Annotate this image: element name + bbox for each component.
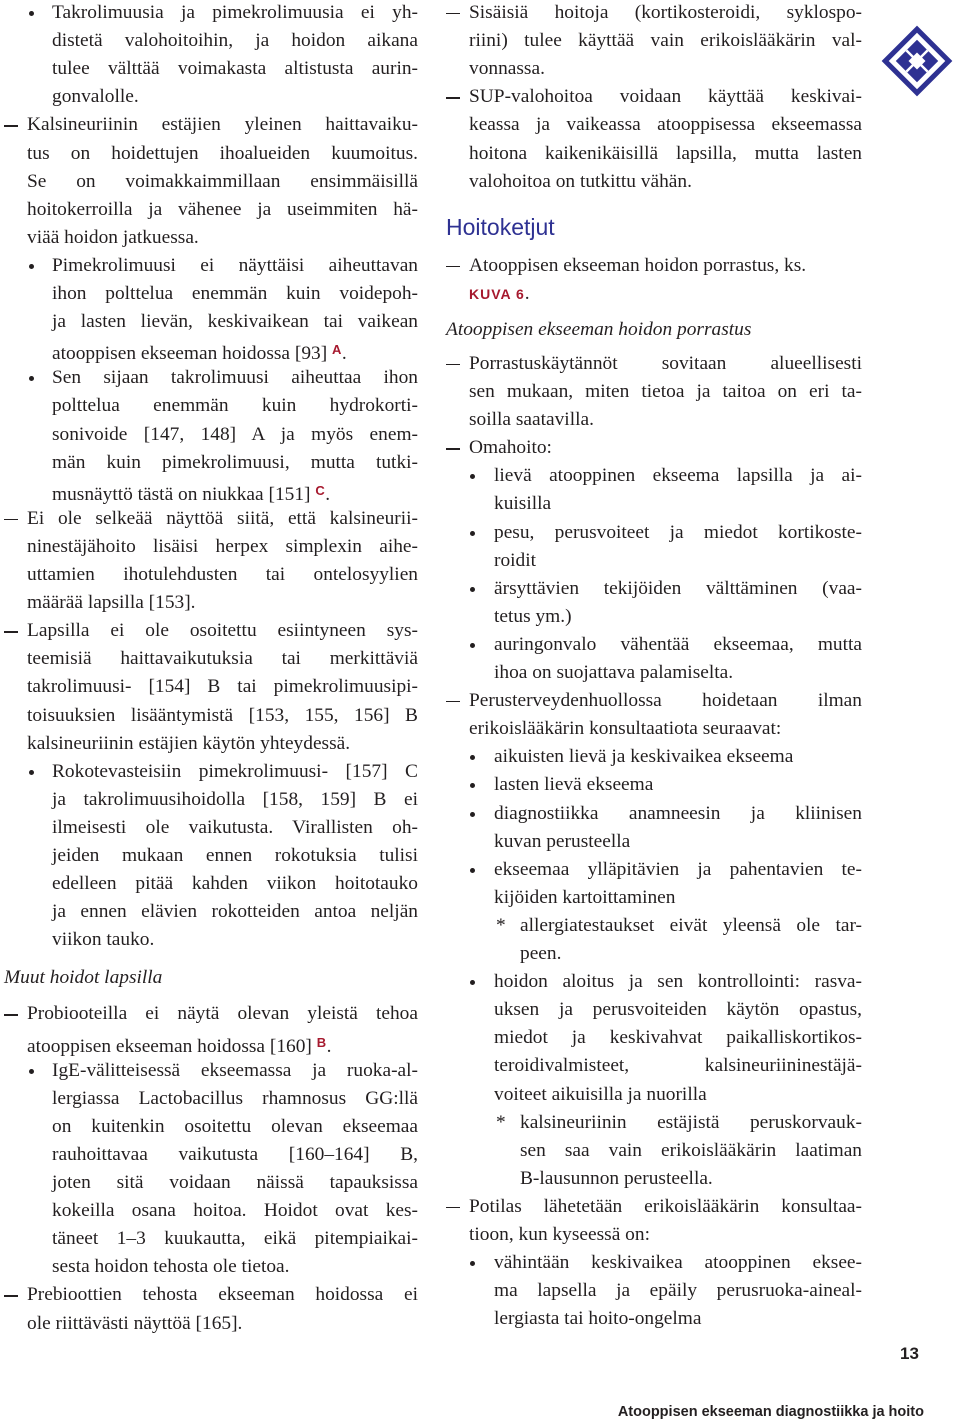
- line-text: on kuitenkin osoitettu olevan ekseemaa: [52, 1115, 418, 1137]
- text-line: [4, 1085, 418, 1113]
- text-line: [4, 1253, 418, 1281]
- text-line: [446, 575, 862, 603]
- line-text: Probiooteilla ei näytä olevan yleistä tehoa: [27, 1003, 418, 1025]
- line-text: B-lausunnon perusteella.: [520, 1167, 713, 1189]
- line-text: ole riittävästi näyttöä [165].: [27, 1312, 243, 1334]
- line-text: tus on hoidettujen ihoalueiden kuumoitus.: [27, 142, 418, 164]
- line-text: lergiasta tai hoito-ongelma: [494, 1308, 702, 1330]
- text-line: [4, 336, 418, 364]
- line-text: sonivoide [147, 148] A ja myös enem-: [52, 423, 418, 445]
- text-line: [4, 842, 418, 870]
- text-line: [446, 1081, 862, 1109]
- line-text: kuisilla: [494, 493, 552, 515]
- line-text: täneet 1–3 kuukautta, eikä pitempiaikai-: [52, 1228, 418, 1250]
- line-text: jeiden mukaan ennen rokotuksia tulisi: [52, 845, 418, 866]
- line-text: lasten lievä ekseema: [494, 774, 654, 796]
- text-line: [446, 462, 862, 490]
- text-line: [446, 350, 862, 378]
- line-text: atooppisen ekseeman hoidossa [160]: [27, 1035, 317, 1057]
- text-line: [4, 27, 418, 55]
- line-text: kalsineuriinin estäjistä peruskorvauk-: [520, 1111, 862, 1133]
- subsection-heading: Atooppisen ekseeman hoidon porrastus: [446, 318, 752, 340]
- bullet-icon: [470, 519, 480, 547]
- text-line: [4, 196, 418, 224]
- line-text: takrolimuusi- [154] B tai pimekrolimuusipi-: [27, 676, 418, 698]
- line-text: aikuisten lievä ja keskivaikea ekseema: [494, 746, 794, 768]
- line-text: ekseemaa ylläpitävien ja pahentavien te-: [494, 858, 862, 880]
- line-text: vähintään keskivaikea atooppinen eksee-: [494, 1252, 862, 1274]
- bullet-icon: [470, 968, 480, 996]
- text-line: [446, 631, 862, 659]
- text-line: [4, 449, 418, 477]
- line-text: ja ennen elävien rokotteiden antoa neljän: [52, 901, 418, 923]
- text-line: [446, 406, 862, 434]
- line-text: hoidon aloitus ja sen kontrollointi: rasva-: [494, 971, 862, 993]
- text-line: [4, 786, 418, 814]
- line-text: Omahoito:: [469, 437, 552, 459]
- line-text: riini) tulee käyttää vain erikoislääkärin val-: [469, 30, 862, 52]
- text-line: [446, 1137, 862, 1165]
- line-text: Pimekrolimuusi ei näyttäisi aiheuttavan: [52, 254, 418, 276]
- text-line: [446, 1109, 862, 1137]
- line-text: Kalsineuriinin estäjien yleinen haittavaiku-: [27, 114, 418, 136]
- line-text: Porrastuskäytännöt sovitaan alueellisesti: [469, 352, 862, 374]
- line-text: Atooppisen ekseeman hoidon porrastus, ks.: [469, 254, 807, 276]
- line-text: sesta hoidon tehosta ole tietoa.: [52, 1256, 290, 1278]
- text-line: [4, 898, 418, 926]
- text-line: [4, 168, 418, 196]
- line-text-tail: .: [341, 343, 347, 365]
- line-text: ja takrolimuusihoidolla [158, 159] B ei: [52, 788, 418, 810]
- bullet-icon: [29, 1057, 39, 1085]
- bullet-icon: [29, 758, 39, 786]
- line-text: polttelua enemmän kuin hydrokorti-: [52, 395, 418, 417]
- text-line: [446, 547, 862, 575]
- subsection-heading: Muut hoidot lapsilla: [4, 967, 163, 989]
- text-line: [4, 870, 418, 898]
- text-line: [446, 1052, 862, 1080]
- line-text: kokeilla osana hoitoa. Hoidot ovat kes-: [52, 1200, 418, 1222]
- line-text: teroidivalmisteet, kalsineuriininestäjä-: [494, 1055, 862, 1077]
- text-line: [4, 505, 418, 533]
- bullet-icon: [470, 771, 480, 799]
- section-heading: Hoitoketjut: [446, 213, 555, 240]
- text-line: [4, 673, 418, 701]
- line-text: kuvan perusteella: [494, 830, 631, 852]
- text-line: [4, 758, 418, 786]
- text-line: [446, 55, 862, 83]
- text-line: [446, 940, 862, 968]
- line-text: lergiassa Lactobacillus rhamnosus GG:llä: [52, 1087, 418, 1109]
- text-line: [4, 1310, 418, 1338]
- line-text: kalsineuriinin estäjien käytön yhteydessä.: [27, 732, 351, 754]
- line-text: sen mukaan, miten tietoa ja taitoa on eri ta-: [469, 381, 862, 402]
- text-line: [4, 111, 418, 139]
- text-line: [446, 771, 862, 799]
- evidence-level-badge: A: [332, 342, 342, 358]
- line-text: diagnostiikka anamneesin ja kliinisen: [494, 802, 862, 824]
- line-text: ihoa on suojattava palamiselta.: [494, 662, 734, 683]
- text-line: [4, 224, 418, 252]
- bullet-icon: [470, 575, 480, 603]
- bullet-icon: [29, 0, 39, 27]
- line-text: tioon, kun kyseessä on:: [469, 1224, 650, 1245]
- text-line: [446, 996, 862, 1024]
- bullet-icon: [29, 364, 39, 392]
- text-line: [4, 392, 418, 420]
- line-text: vonnassa.: [469, 58, 545, 80]
- line-text: Sen sijaan takrolimuusi aiheuttaa ihon: [52, 367, 418, 389]
- bullet-icon: [470, 1249, 480, 1277]
- text-line: [4, 55, 418, 83]
- line-text: Takrolimuusia ja pimekrolimuusia ei yh-: [52, 2, 418, 23]
- text-line: [4, 1057, 418, 1085]
- bullet-icon: [470, 462, 480, 490]
- line-text: atooppisen ekseeman hoidossa [93]: [52, 343, 333, 365]
- text-line: [446, 1165, 862, 1193]
- text-line: [446, 1193, 862, 1221]
- text-line: [4, 140, 418, 168]
- line-text: hoitokerroilla ja vähenee ja useimmiten hä-: [27, 198, 418, 220]
- text-line: [4, 364, 418, 392]
- bullet-icon: [470, 856, 480, 884]
- text-line: [446, 1249, 862, 1277]
- text-line: [4, 1281, 418, 1309]
- text-line: [446, 715, 862, 743]
- text-line: [4, 645, 418, 673]
- text-line: [446, 111, 862, 139]
- line-text: miedot ja keskivahvat paikalliskortikos-: [494, 1027, 862, 1049]
- line-text: musnäyttö tästä on niukkaa [151]: [52, 483, 316, 505]
- line-text: keassa ja vaikeassa atooppisessa ekseemassa: [469, 114, 862, 136]
- text-line: [4, 1141, 418, 1169]
- line-text: viikon tauko.: [52, 929, 155, 951]
- line-text: SUP-valohoitoa voidaan käyttää keskivai-: [469, 86, 862, 108]
- evidence-level-badge: B: [316, 1034, 327, 1050]
- text-line: [446, 884, 862, 912]
- text-line: [446, 0, 862, 27]
- footer-title: Atooppisen ekseeman diagnostiikka ja hoito: [617, 1404, 924, 1420]
- line-text: tulee välttää voimakasta altistusta aurin-: [52, 58, 418, 80]
- bullet-icon: [470, 743, 480, 771]
- text-line: [4, 1000, 418, 1028]
- page-number: 13: [900, 1344, 919, 1363]
- text-line: [4, 280, 418, 308]
- line-text: gonvalolle.: [52, 86, 139, 108]
- figure-link: KUVA 6: [469, 285, 525, 302]
- text-line: [4, 814, 418, 842]
- figure-reference: [446, 280, 885, 308]
- line-text: uksen ja perusvoiteiden käytön opastus,: [494, 999, 862, 1021]
- text-line: [446, 434, 862, 462]
- text-line: [446, 659, 862, 687]
- text-line: [4, 252, 418, 280]
- line-text: ilmeisesti ole vaikutusta. Virallisten oh-: [52, 816, 418, 838]
- text-line: [4, 730, 418, 758]
- asterisk-icon: *: [496, 914, 506, 936]
- text-line: [4, 308, 418, 336]
- line-text: edelleen pitää kahden viikon hoitotauko: [52, 873, 418, 895]
- text-line: [4, 533, 418, 561]
- text-line: [446, 378, 862, 406]
- text-line: [446, 1305, 862, 1333]
- text-line: [446, 519, 862, 547]
- line-text: ma lapsella ja epäily perusruoka-aineal-: [494, 1280, 862, 1302]
- text-line: [446, 828, 862, 856]
- line-text: distetä valohoitoihin, ja hoidon aikana: [52, 30, 418, 52]
- text-line: [4, 1113, 418, 1141]
- text-line: [446, 856, 862, 884]
- text-line: [4, 589, 418, 617]
- text-line: [446, 168, 862, 196]
- text-line: [446, 743, 862, 771]
- text-line: [446, 1024, 862, 1052]
- bullet-icon: [470, 631, 480, 659]
- text-line: [4, 83, 418, 111]
- line-text: ninestäjähoito lisäisi herpex simplexin aihe-: [27, 535, 418, 557]
- line-text: Se on voimakkaimmillaan ensimmäisillä: [27, 170, 418, 192]
- text-line: [4, 926, 418, 954]
- line-text: rauhoittavaa vaikutusta [160–164] B,: [52, 1143, 418, 1165]
- text-line: [4, 0, 418, 27]
- line-text: ihon polttelua enemmän kuin voidepoh-: [52, 283, 418, 304]
- line-text-tail: .: [325, 483, 331, 505]
- diamond-logo-icon: [880, 24, 954, 98]
- line-text: lievä atooppinen ekseema lapsilla ja ai-: [494, 465, 862, 487]
- text-line: [446, 800, 862, 828]
- text-line: [4, 1029, 418, 1057]
- figure-reference-tail: .: [524, 282, 530, 304]
- line-text: uttamien ihotulehdusten tai ontelosyylien: [27, 564, 418, 585]
- text-line: [446, 912, 862, 940]
- evidence-level-badge: C: [315, 482, 326, 498]
- asterisk-icon: *: [496, 1111, 506, 1133]
- text-line: [4, 1169, 418, 1197]
- line-text: IgE-välitteisessä ekseemassa ja ruoka-al-: [52, 1059, 418, 1081]
- bullet-icon: [470, 800, 480, 828]
- line-text: voiteet aikuisilla ja nuorilla: [494, 1083, 707, 1105]
- text-line: [4, 702, 418, 730]
- line-text: Perusterveydenhuollossa hoidetaan ilman: [469, 690, 862, 712]
- line-text: kijöiden kartoittaminen: [494, 886, 676, 908]
- line-text: auringonvalo vähentää ekseemaa, mutta: [494, 633, 862, 655]
- line-text-tail: .: [326, 1035, 332, 1057]
- line-text: toisuuksien lisääntymistä [153, 155, 156] B: [27, 704, 418, 726]
- line-text: Sisäisiä hoitoja (kortikosteroidi, syklospo-: [469, 2, 862, 23]
- text-line: [446, 140, 862, 168]
- line-text: soilla saatavilla.: [469, 409, 594, 431]
- text-line: [4, 1225, 418, 1253]
- text-line: [446, 1277, 862, 1305]
- line-text: sen saa vain erikoislääkärin laatiman: [520, 1139, 862, 1161]
- text-line: [4, 617, 418, 645]
- text-line: [446, 687, 862, 715]
- line-text: roidit: [494, 549, 537, 571]
- line-text: joten sitä voidaan näissä tapauksissa: [52, 1172, 418, 1193]
- line-text: Prebioottien tehosta ekseeman hoidossa ei: [27, 1284, 418, 1306]
- text-line: [4, 477, 418, 505]
- line-text: ärsyttävien tekijöiden välttäminen (vaa-: [494, 577, 862, 599]
- line-text: Potilas lähetetään erikoislääkärin konsultaa-: [469, 1195, 862, 1217]
- text-line: [446, 83, 862, 111]
- text-line: [4, 1197, 418, 1225]
- line-text: erikoislääkärin konsultaatiota seuraavat:: [469, 718, 782, 740]
- text-line: [446, 968, 862, 996]
- text-line: [4, 421, 418, 449]
- line-text: Ei ole selkeää näyttöä siitä, että kalsineurii-: [27, 507, 418, 529]
- line-text: Lapsilla ei ole osoitettu esiintyneen sys-: [27, 620, 418, 642]
- line-text: pesu, perusvoiteet ja miedot kortikoste-: [494, 521, 862, 543]
- text-line: [4, 561, 418, 589]
- line-text: ja lasten lievän, keskivaikean tai vaikean: [52, 311, 418, 333]
- line-text: tetus ym.): [494, 605, 572, 627]
- line-text: Rokotevasteisiin pimekrolimuusi- [157] C: [52, 760, 418, 782]
- line-text: määrää lapsilla [153].: [27, 592, 196, 614]
- line-text: hoitona kaikenikäisillä lapsilla, mutta lasten: [469, 142, 862, 164]
- line-text: allergiatestaukset eivät yleensä ole tar-: [520, 914, 862, 936]
- line-text: peen.: [520, 943, 562, 964]
- line-text: valohoitoa on tutkittu vähän.: [469, 170, 692, 192]
- text-line: [446, 603, 862, 631]
- text-line: [446, 1221, 862, 1249]
- bullet-icon: [29, 252, 39, 280]
- line-text: män kuin pimekrolimuusi, mutta tutki-: [52, 451, 418, 473]
- text-line: [446, 490, 862, 518]
- line-text: viää hoidon jatkuessa.: [27, 226, 199, 248]
- text-line: [446, 252, 862, 280]
- text-line: [446, 27, 862, 55]
- line-text: teemisiä haittavaikutuksia tai merkittäviä: [27, 648, 418, 670]
